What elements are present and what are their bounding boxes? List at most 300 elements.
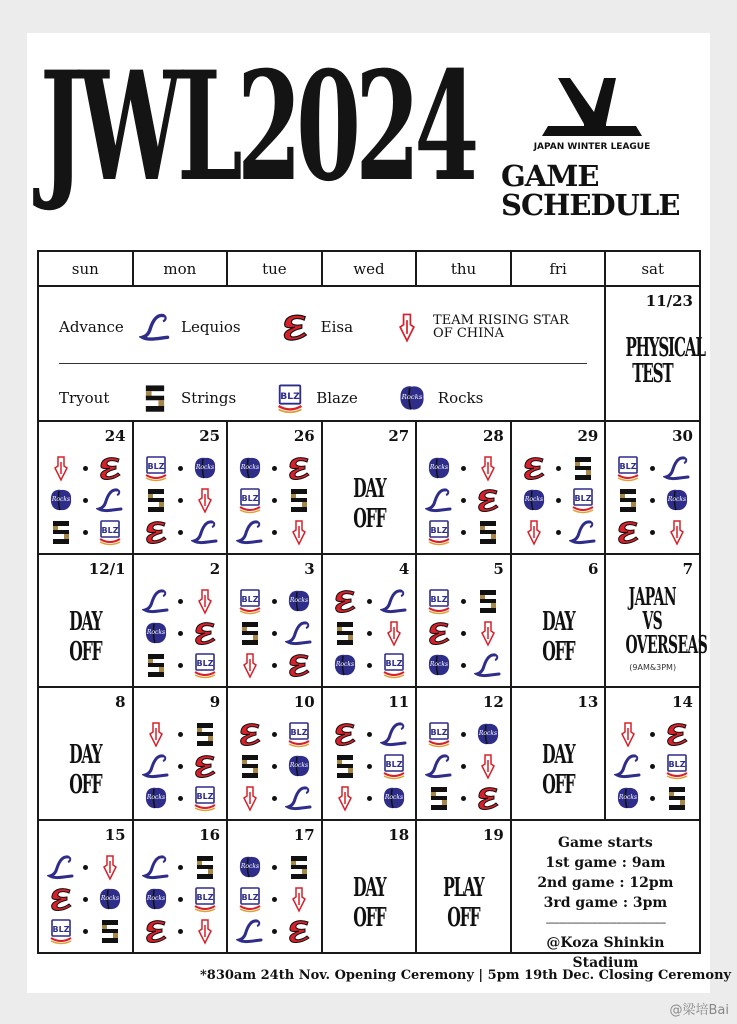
week-row-4 [38,820,700,953]
matchup [236,750,313,782]
day-cell [416,687,511,820]
strings-logo-icon [47,518,75,546]
day-cell-1123 [605,286,706,421]
eisa-logo-icon [47,885,75,913]
eisa-logo-icon [474,784,502,812]
blaze-logo-icon [236,587,264,615]
strings-logo-icon [142,651,170,679]
vs-dot [367,732,372,737]
blaze-logo-icon [380,752,408,780]
svg-text:Rocks: Rocks [384,794,403,801]
strings-logo-icon [614,486,642,514]
games-list [47,452,124,548]
rocks-logo-icon [331,651,359,679]
matchup [236,851,313,883]
svg-text:Rocks: Rocks [146,895,165,902]
vs-dot [83,498,88,503]
games-list [331,718,408,814]
day-cell [416,554,511,687]
calendar-grid [37,250,708,971]
vs-dot [272,599,277,604]
vs-dot [461,530,466,535]
games-list [425,585,502,681]
vs-dot [367,663,372,668]
matchup [47,915,124,947]
svg-text:Rocks: Rocks [290,762,309,769]
rocks-logo-icon [285,752,313,780]
china-logo-icon [142,720,170,748]
svg-text:BLZ: BLZ [280,392,300,403]
legend-divider [59,363,587,364]
day-date: 14 [672,693,693,711]
rocks-logo-icon [142,619,170,647]
svg-text:BLZ: BLZ [619,462,637,471]
venue: @Koza Shinkin Stadium [546,935,665,971]
matchup [142,617,219,649]
japan-vs-overseas-label: JAPAN VS OVERSEAS [625,582,708,659]
eisa-logo-icon [142,917,170,945]
china-logo-icon [663,518,691,546]
lequios-logo-icon [142,587,170,615]
blaze-logo-icon [425,587,453,615]
svg-text:BLZ: BLZ [385,760,403,769]
strings-name: Strings [181,389,237,407]
china-logo-icon [474,752,502,780]
vs-dot [556,466,561,471]
eisa-logo-icon [236,720,264,748]
rocks-name: Rocks [437,389,484,407]
rocks-logo-icon [474,720,502,748]
svg-text:Rocks: Rocks [146,794,165,801]
day-cell [38,554,133,687]
play-off-label: PLAY OFF [443,873,484,933]
special-game-time: (9AM&3PM) [629,663,677,672]
day-date: 11/23 [645,292,693,310]
eisa-logo-icon [331,720,359,748]
eisa-name: Eisa [320,318,354,336]
matchup [236,883,313,915]
svg-text:BLZ: BLZ [101,526,119,535]
rocks-logo-icon [47,486,75,514]
svg-text:BLZ: BLZ [668,760,686,769]
legend-tryout-row [59,380,619,416]
svg-text:BLZ: BLZ [290,728,308,737]
games-list [142,718,219,814]
day-cell [416,820,511,953]
vs-dot [556,530,561,535]
vs-dot [461,663,466,668]
matchup [236,915,313,947]
lequios-logo-icon [663,454,691,482]
weekday-tue: tue [227,251,322,286]
svg-text:Rocks: Rocks [100,895,120,902]
svg-text:Rocks: Rocks [290,597,309,604]
page-title: JWL2024 [40,39,474,215]
week-row-2 [38,554,700,687]
china-logo-icon [236,784,264,812]
matchup [520,484,597,516]
vs-dot [461,466,466,471]
vs-dot [272,631,277,636]
games-list [614,718,691,814]
strings-logo-icon [663,784,691,812]
svg-text:BLZ: BLZ [241,595,259,604]
week-row-3 [38,687,700,820]
vs-dot [178,764,183,769]
matchup [331,782,408,814]
eisa-logo-icon [331,587,359,615]
day-cell [416,421,511,554]
blaze-name: Blaze [316,389,358,407]
day-date: 5 [493,560,504,578]
day-date: 29 [577,427,599,445]
china-logo-icon [191,587,219,615]
day-date: 13 [577,693,599,711]
vs-dot [461,599,466,604]
matchup [142,585,219,617]
vs-dot [272,929,277,934]
strings-logo-icon [236,619,264,647]
vs-dot [272,530,277,535]
rocks-logo-icon [520,486,548,514]
matchup [142,883,219,915]
svg-text:BLZ: BLZ [385,659,403,668]
weekday-fri: fri [511,251,606,286]
eisa-logo-icon [520,454,548,482]
vs-dot [178,498,183,503]
games-list [47,851,124,947]
rocks-logo-icon [425,651,453,679]
svg-text:BLZ: BLZ [196,792,214,801]
matchup [142,915,219,947]
day-cell [38,687,133,820]
day-cell [511,421,606,554]
games-list [425,718,502,814]
matchup [614,718,691,750]
china-logo-icon [285,885,313,913]
svg-text:Rocks: Rocks [401,393,423,402]
vs-dot [178,530,183,535]
game-starts-title: Game starts [558,835,653,851]
ceremony-footnote: *830am 24th Nov. Opening Ceremony | 5pm 19th Dec. Closing Ceremony [200,968,732,983]
day-cell [605,687,700,820]
vs-dot [272,498,277,503]
svg-text:Rocks: Rocks [524,496,543,503]
day-date: 26 [293,427,315,445]
svg-text:Rocks: Rocks [668,496,687,503]
advance-label: Advance [59,318,124,336]
day-cell [511,687,606,820]
matchup [236,649,313,681]
matchup [425,782,502,814]
team-legend [38,286,605,421]
blaze-logo-icon [663,752,691,780]
day-date: 27 [388,427,410,445]
vs-dot [650,732,655,737]
matchup [142,484,219,516]
rocks-logo-icon [614,784,642,812]
matchup [47,516,124,548]
blaze-logo-icon [425,518,453,546]
strings-logo-icon [285,853,313,881]
matchup [236,516,313,548]
vs-dot [367,631,372,636]
rocks-logo-icon [380,784,408,812]
rocks-logo-icon [425,454,453,482]
strings-logo-icon [139,382,171,414]
day-date: 12 [482,693,504,711]
lequios-logo-icon [614,752,642,780]
lequios-logo-icon [236,518,264,546]
matchup [614,452,691,484]
vs-dot [272,663,277,668]
vs-dot [367,599,372,604]
matchup [47,883,124,915]
day-cell [133,554,228,687]
third-game-time: 3rd game : 3pm [543,895,668,911]
svg-text:BLZ: BLZ [574,494,592,503]
games-list [142,452,219,548]
eisa-logo-icon [191,752,219,780]
lequios-logo-icon [191,518,219,546]
tryout-label: Tryout [59,389,110,407]
strings-logo-icon [331,752,359,780]
china-logo-icon [285,518,313,546]
matchup [614,516,691,548]
games-list [142,851,219,947]
eisa-logo-icon [279,311,311,343]
svg-text:Rocks: Rocks [479,730,498,737]
china-logo-icon [391,311,423,343]
vs-dot [83,897,88,902]
day-date: 16 [199,826,221,844]
matchup [331,750,408,782]
matchup [614,750,691,782]
svg-text:Rocks: Rocks [430,464,449,471]
matchup [614,782,691,814]
vs-dot [272,764,277,769]
svg-text:Rocks: Rocks [195,464,214,471]
games-list [614,452,691,548]
lequios-logo-icon [47,853,75,881]
svg-text:BLZ: BLZ [430,728,448,737]
day-cell [227,687,322,820]
games-list [425,452,502,548]
day-off-label: DAY OFF [541,607,575,667]
matchup [236,452,313,484]
matchup [236,585,313,617]
games-list [236,718,313,814]
day-date: 2 [209,560,221,578]
matchup [142,452,219,484]
rocks-logo-icon [236,853,264,881]
vs-dot [461,796,466,801]
second-game-time: 2nd game : 12pm [537,875,674,891]
day-date: 15 [104,826,126,844]
china-logo-icon [474,619,502,647]
eisa-logo-icon [96,454,124,482]
lequios-logo-icon [236,917,264,945]
vs-dot [461,498,466,503]
legend-advance-row [59,309,619,345]
rocks-logo-icon [142,784,170,812]
svg-text:Rocks: Rocks [335,661,354,668]
day-date: 25 [199,427,221,445]
strings-logo-icon [425,784,453,812]
schedule-heading: GAME SCHEDULE [501,159,680,222]
vs-dot [178,631,183,636]
eisa-logo-icon [191,619,219,647]
day-off-label: DAY OFF [352,873,386,933]
dashed-divider: -------------------------------------------- [545,916,666,929]
matchup [236,782,313,814]
lequios-logo-icon [285,619,313,647]
eisa-logo-icon [614,518,642,546]
svg-text:BLZ: BLZ [52,925,70,934]
day-cell [133,421,228,554]
weekday-mon: mon [133,251,228,286]
blaze-logo-icon [191,885,219,913]
day-cell [227,820,322,953]
day-date: 7 [682,560,693,578]
matchup [142,718,219,750]
svg-text:BLZ: BLZ [196,659,214,668]
china-logo-icon [520,518,548,546]
day-cell [322,820,417,953]
strings-logo-icon [474,587,502,615]
vs-dot [178,897,183,902]
day-cell [38,421,133,554]
matchup [142,516,219,548]
matchup [142,649,219,681]
eisa-logo-icon [142,518,170,546]
lequios-logo-icon [425,752,453,780]
day-off-label: DAY OFF [69,740,102,800]
vs-dot [272,796,277,801]
svg-text:BLZ: BLZ [147,462,165,471]
matchup [331,649,408,681]
physical-test-label: PHYSICAL TEST [625,333,706,389]
blaze-logo-icon [236,885,264,913]
blaze-logo-icon [47,917,75,945]
vs-dot [272,466,277,471]
strings-logo-icon [96,917,124,945]
china-logo-icon [47,454,75,482]
week-row-1 [38,421,700,554]
day-off-label: DAY OFF [541,740,575,800]
day-cell [605,554,708,687]
eisa-logo-icon [285,917,313,945]
svg-text:BLZ: BLZ [196,893,214,902]
vs-dot [178,466,183,471]
matchup [425,516,502,548]
matchup [142,750,219,782]
lequios-logo-icon [474,651,502,679]
day-date: 17 [293,826,315,844]
day-date: 24 [104,427,126,445]
weekday-header-row [38,251,700,286]
day-cell [511,554,606,687]
league-name: JAPAN WINTER LEAGUE [533,142,651,152]
svg-text:Rocks: Rocks [430,661,449,668]
vs-dot [178,865,183,870]
eisa-logo-icon [663,720,691,748]
day-date: 18 [388,826,410,844]
china-logo-icon [191,917,219,945]
lequios-logo-icon [142,853,170,881]
rocks-logo-icon [396,382,428,414]
game-times-cell [511,820,700,971]
matchup [47,452,124,484]
day-date: 4 [398,560,410,578]
matchup [331,585,408,617]
games-list [331,585,408,681]
league-logo-icon [540,74,644,140]
day-date: 28 [482,427,504,445]
vs-dot [650,498,655,503]
vs-dot [83,466,88,471]
matchup [425,484,502,516]
day-date: 8 [115,693,126,711]
blaze-logo-icon [380,651,408,679]
vs-dot [178,663,183,668]
weekday-sat: sat [605,251,700,286]
games-list [236,452,313,548]
svg-text:Rocks: Rocks [51,496,71,503]
rocks-logo-icon [96,885,124,913]
matchup [425,452,502,484]
day-date: 30 [672,427,693,445]
matchup [236,484,313,516]
matchup [236,718,313,750]
matchup [142,782,219,814]
day-cell [322,554,417,687]
matchup [425,617,502,649]
vs-dot [650,764,655,769]
china-logo-icon [236,651,264,679]
matchup [520,452,597,484]
day-cell [322,687,417,820]
svg-text:Rocks: Rocks [241,863,260,870]
lequios-logo-icon [142,752,170,780]
eisa-logo-icon [474,486,502,514]
china-logo-icon [191,486,219,514]
lequios-logo-icon [425,486,453,514]
blaze-logo-icon [285,720,313,748]
china-logo-icon [96,853,124,881]
strings-logo-icon [191,720,219,748]
matchup [425,585,502,617]
rocks-logo-icon [142,885,170,913]
blaze-logo-icon [569,486,597,514]
day-cell [322,421,417,554]
day-date: 9 [209,693,221,711]
svg-text:BLZ: BLZ [241,494,259,503]
china-logo-icon [331,784,359,812]
lequios-logo-icon [380,720,408,748]
vs-dot [83,530,88,535]
blaze-logo-icon [191,784,219,812]
strings-logo-icon [569,454,597,482]
blaze-logo-icon [191,651,219,679]
lequios-logo-icon [285,784,313,812]
day-cell [133,820,228,953]
day-cell [227,421,322,554]
lequios-logo-icon [139,311,171,343]
rocks-logo-icon [663,486,691,514]
matchup [142,851,219,883]
strings-logo-icon [191,853,219,881]
